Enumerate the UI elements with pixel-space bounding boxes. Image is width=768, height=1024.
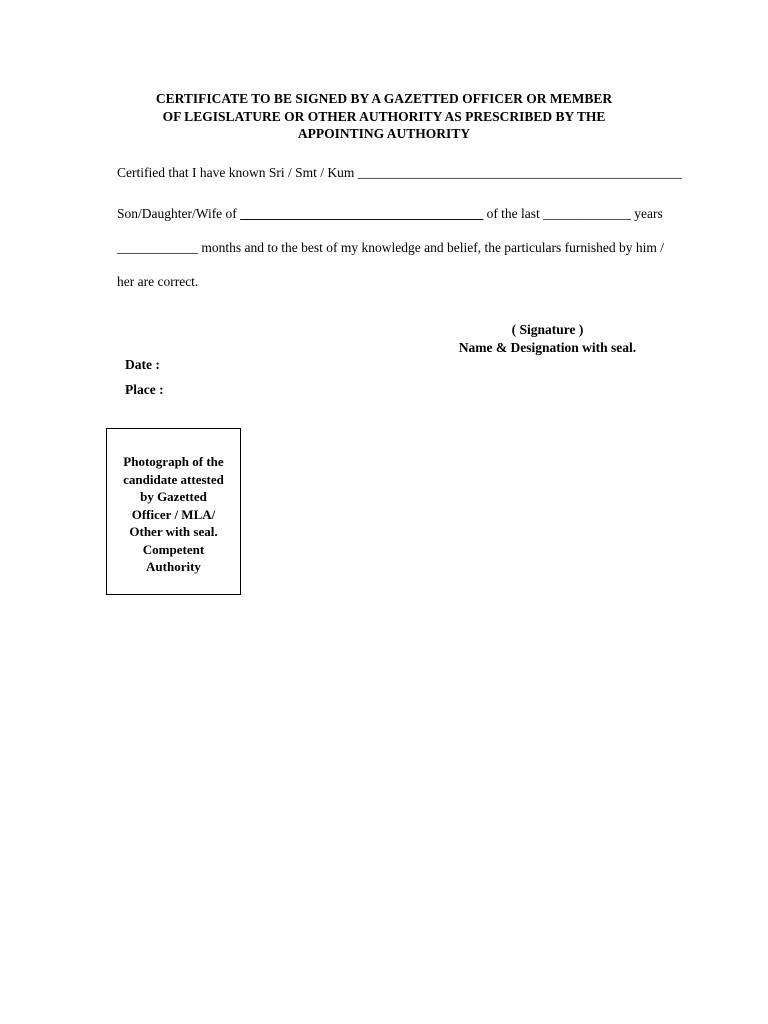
body-line-correct: her are correct. (117, 274, 199, 289)
relation-prefix: Son/Daughter/Wife of (117, 206, 241, 221)
heading-line-1: CERTIFICATE TO BE SIGNED BY A GAZETTED OFFICER OR MEMBER (155, 91, 613, 106)
heading-line-2: OF LEGISLATURE OR OTHER AUTHORITY AS PRESCRIBED BY THE (162, 108, 606, 124)
relation-blank: ____________________________________ (240, 206, 484, 221)
photo-box-line: Competent (142, 541, 205, 557)
photo-box-line: candidate attested (123, 471, 224, 487)
heading-line-3: APPOINTING AUTHORITY (297, 126, 471, 141)
place-label: Place : (125, 382, 164, 397)
certificate-heading (0, 90, 768, 143)
date-label: Date : (125, 357, 160, 372)
photo-box-line: by Gazetted (140, 489, 207, 504)
photo-box-line: Other with seal. (129, 524, 218, 539)
photo-box-line: Authority (146, 559, 201, 574)
body-line-known: Certified that I have known Sri / Smt / Kum ________________________________________________ (117, 165, 682, 180)
photo-box (106, 428, 241, 595)
body-line-months: ____________ months and to the best of my knowledge and belief, the particulars furnished by him / (117, 240, 665, 255)
photo-box-line: Officer / MLA/ (131, 506, 216, 522)
signature-label: ( Signature ) (511, 322, 584, 337)
relation-suffix: of the last _____________ years (483, 206, 663, 221)
designation-label: Name & Designation with seal. (458, 340, 637, 355)
signature-block (430, 321, 665, 357)
body-line-relation (117, 206, 663, 222)
photo-box-line: Photograph of the (123, 454, 224, 469)
